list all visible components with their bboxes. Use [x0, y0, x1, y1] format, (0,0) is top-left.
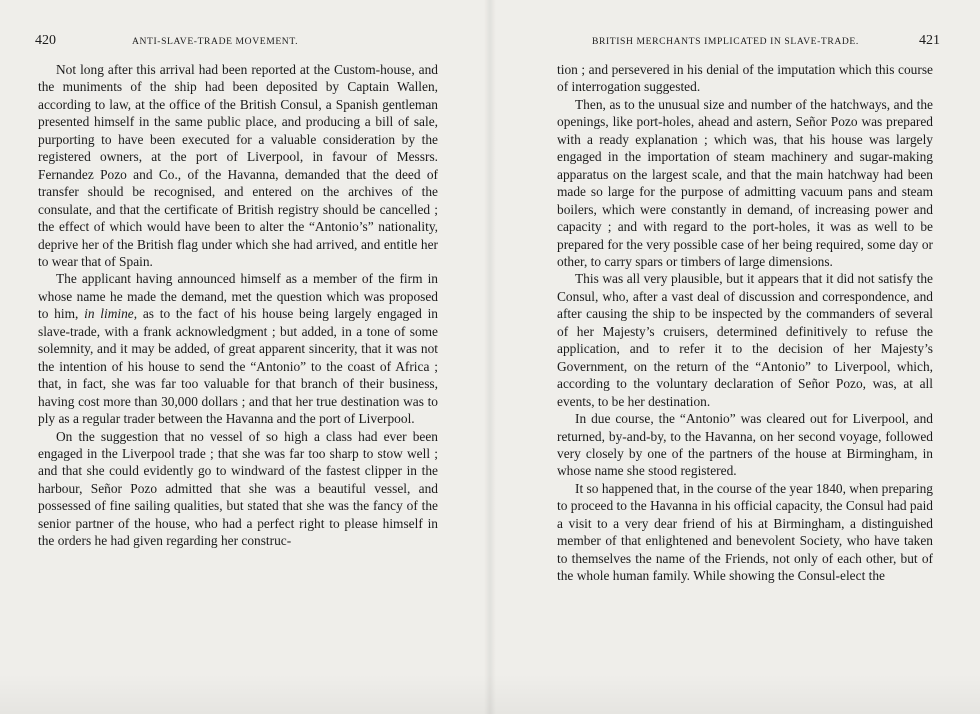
- text-run: Then, as to the unusual size and number of the hatchways, and the openings, like port-holes, ahead and astern, Señor Pozo was prepared with a ready explanation ; which was, that his house was largely engaged in the importation of steam machinery and sugar-making apparatus on the largest scale, and that the main hatchway had been made so large for the purpose of admitting vacuum pans and steam boilers, which were constantly in demand, of increasing power and capacity ; and with regard to the port-holes, it was as well to be prepared for the very possible case of her being required, some day or other, to carry spars or timbers of large dimensions.: [557, 96, 933, 269]
- right-page-number: 421: [919, 33, 940, 48]
- text-run: Not long after this arrival had been reported at the Custom-house, and the muniments of the ship had been deposited by Captain Wallen, according to law, at the office of the British Consul, a Spanish gentleman presented himself in the same public place, and producing a bill of sale, purporting to have been executed for a valuable consideration by the registered owners, at the port of Liverpool, in favour of Messrs. Fernandez Pozo and Co., of the Havanna, demanded that the deed of transfer should be recognised, and entered on the archives of the consulate, and that the certificate of British registry should be cancelled ; the effect of which would have been to alter the “Antonio’s” nationality, deprive her of the British flag under which she had arrived, and entitle her to wear that of Spain.: [38, 62, 438, 269]
- text-run: The applicant having announced himself as a member of the firm in whose name he made the demand, met the question which was proposed to him,: [38, 271, 438, 322]
- left-page-text: [38, 61, 438, 550]
- paragraph: [557, 61, 933, 96]
- right-page: [490, 0, 980, 714]
- paragraph: [557, 96, 933, 271]
- text-run: On the suggestion that no vessel of so high a class had ever been engaged in the Liverpool trade ; that she was far too sharp to stow well ; and that she could evidently go to windward of the fastest clipper in the harbour, Señor Pozo admitted that she was a beautiful vessel, and possessed of fine sailing qualities, but stated that she was the fancy of the senior partner of the house, who had a perfect right to please himself in the orders he had given regarding her construc-: [38, 428, 438, 549]
- left-running-head: ANTI-SLAVE-TRADE MOVEMENT.: [132, 36, 299, 47]
- right-page-header: [560, 33, 940, 51]
- paragraph: [557, 270, 933, 410]
- paragraph: [557, 480, 933, 585]
- text-run: tion ; and persevered in his denial of the imputation which this course of interrogation suggested.: [557, 62, 933, 95]
- paragraph: [38, 61, 438, 270]
- paragraph: [38, 428, 438, 550]
- text-run: This was all very plausible, but it appears that it did not satisfy the Consul, who, after a vast deal of discussion and correspondence, and after causing the ship to be inspected by the commanders of several of her Majesty’s cruisers, determined definitively to refuse the application, and to refer it to the decision of her Majesty’s Government, on the return of the “Antonio” to Liverpool, which, according to the voluntary declaration of Señor Pozo, was, at all events, to be her destination.: [557, 271, 933, 409]
- italic-phrase: in limine: [84, 306, 134, 322]
- right-page-text: [557, 61, 933, 585]
- left-page-number: 420: [35, 33, 56, 48]
- text-run: In due course, the “Antonio” was cleared out for Liverpool, and returned, by-and-by, to the Havanna, on her second voyage, followed very closely by one of the partners of the house at Birmingham, in whose name she stood registered.: [557, 411, 933, 479]
- paragraph: [557, 410, 933, 480]
- left-page-header: [35, 33, 445, 51]
- scan-shading: [0, 674, 980, 714]
- text-run: It so happened that, in the course of the year 1840, when preparing to proceed to the Havanna in his official capacity, the Consul had paid a visit to a very dear friend of his at Birmingham, a distinguished member of that enlightened and benevolent Society, who have taken to themselves the name of the Friends, not only of each other, but of the whole human family. While showing the Consul-elect the: [557, 480, 933, 584]
- paragraph: [38, 270, 438, 427]
- text-run: , as to the fact of his house being largely engaged in slave-trade, with a frank acknowledgment ; but added, in a tone of some solemnity, and it may be added, of great apparent sincerity, that it was not the intention of his house to send the “Antonio” to the coast of Africa ; that, in fact, she was far too valuable for that branch of their business, having cost more than 30,000 dollars ; and that her true destination was to ply as a regular trader between the Havanna and the port of Liverpool.: [38, 306, 439, 427]
- right-running-head: BRITISH MERCHANTS IMPLICATED IN SLAVE-TRADE.: [592, 36, 859, 47]
